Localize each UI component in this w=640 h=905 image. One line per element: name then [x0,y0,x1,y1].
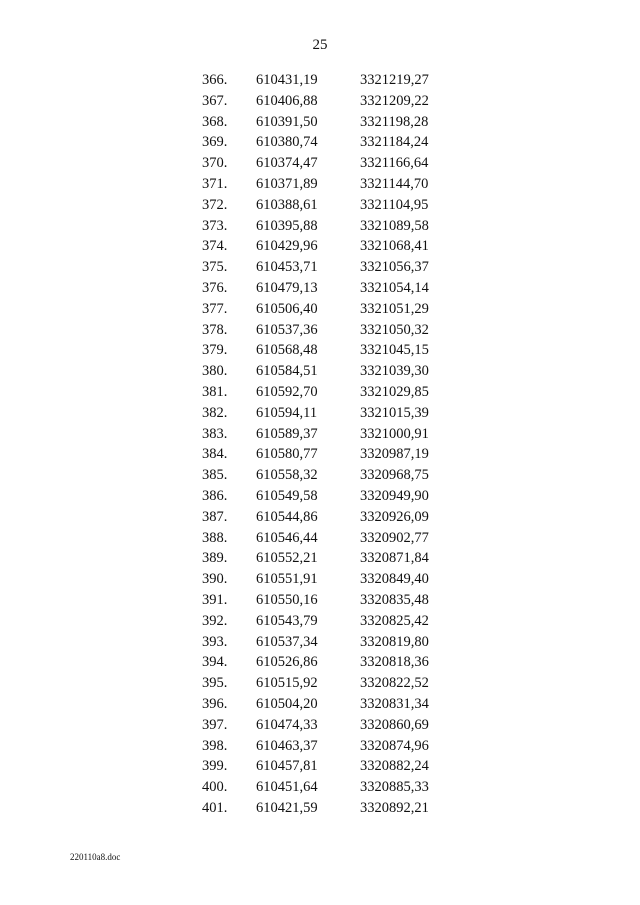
y-coordinate: 3321045,15 [360,342,429,359]
x-coordinate: 610580,77 [256,446,318,463]
y-coordinate: 3321051,29 [360,300,429,317]
table-row [0,403,640,424]
page-number: 25 [312,37,328,53]
x-coordinate: 610451,64 [256,779,318,796]
y-coordinate: 3320831,34 [360,695,429,712]
x-coordinate: 610374,47 [256,155,318,172]
table-row [0,548,640,569]
x-coordinate: 610543,79 [256,612,318,629]
table-row [0,673,640,694]
y-coordinate: 3320871,84 [360,550,429,567]
y-coordinate: 3320860,69 [360,716,429,733]
point-number: 386. [202,487,228,504]
table-row [0,382,640,403]
x-coordinate: 610568,48 [256,342,318,359]
table-row [0,756,640,777]
x-coordinate: 610537,36 [256,321,318,338]
point-number: 398. [202,737,228,754]
point-number: 380. [202,363,228,380]
table-row [0,777,640,798]
point-number: 383. [202,425,228,442]
y-coordinate: 3321184,24 [360,134,429,151]
x-coordinate: 610552,21 [256,550,318,567]
table-row [0,91,640,112]
point-number: 379. [202,342,228,359]
x-coordinate: 610537,34 [256,633,318,650]
x-coordinate: 610594,11 [256,404,318,421]
table-row [0,652,640,673]
point-number: 369. [202,134,228,151]
x-coordinate: 610506,40 [256,300,318,317]
coordinate-table [0,70,640,819]
y-coordinate: 3321144,70 [360,175,429,192]
x-coordinate: 610391,50 [256,113,318,130]
point-number: 399. [202,758,228,775]
table-row [0,798,640,819]
point-number: 366. [202,72,228,88]
x-coordinate: 610474,33 [256,716,318,733]
table-row [0,424,640,445]
y-coordinate: 3320874,96 [360,737,429,754]
y-coordinate: 3321039,30 [360,363,429,380]
x-coordinate: 610546,44 [256,529,318,546]
y-coordinate: 3321000,91 [360,425,429,442]
point-number: 382. [202,404,228,421]
y-coordinate: 3321209,22 [360,92,429,109]
x-coordinate: 610457,81 [256,758,318,775]
point-number: 381. [202,383,228,400]
x-coordinate: 610558,32 [256,467,318,484]
x-coordinate: 610589,37 [256,425,318,442]
table-row [0,70,640,91]
x-coordinate: 610550,16 [256,591,318,608]
x-coordinate: 610395,88 [256,217,318,234]
point-number: 396. [202,695,228,712]
table-row [0,195,640,216]
x-coordinate: 610429,96 [256,238,318,255]
point-number: 368. [202,113,228,130]
y-coordinate: 3320949,90 [360,487,429,504]
y-coordinate: 3321068,41 [360,238,429,255]
x-coordinate: 610431,19 [256,72,318,88]
point-number: 387. [202,508,228,525]
table-row [0,736,640,757]
point-number: 371. [202,175,228,192]
x-coordinate: 610551,91 [256,571,318,588]
table-row [0,632,640,653]
y-coordinate: 3320926,09 [360,508,429,525]
point-number: 392. [202,612,228,629]
point-number: 400. [202,779,228,796]
table-row [0,715,640,736]
x-coordinate: 610388,61 [256,196,318,213]
table-row [0,507,640,528]
point-number: 376. [202,279,228,296]
y-coordinate: 3321166,64 [360,155,429,172]
y-coordinate: 3320819,80 [360,633,429,650]
point-number: 385. [202,467,228,484]
y-coordinate: 3320885,33 [360,779,429,796]
x-coordinate: 610504,20 [256,695,318,712]
table-row [0,320,640,341]
point-number: 372. [202,196,228,213]
table-row [0,132,640,153]
table-row [0,299,640,320]
table-row [0,611,640,632]
x-coordinate: 610515,92 [256,675,318,692]
point-number: 389. [202,550,228,567]
table-row [0,444,640,465]
table-row [0,465,640,486]
point-number: 390. [202,571,228,588]
point-number: 388. [202,529,228,546]
x-coordinate: 610406,88 [256,92,318,109]
point-number: 397. [202,716,228,733]
x-coordinate: 610592,70 [256,383,318,400]
x-coordinate: 610549,58 [256,487,318,504]
table-row [0,112,640,133]
point-number: 394. [202,654,228,671]
point-number: 375. [202,259,228,276]
x-coordinate: 610526,86 [256,654,318,671]
x-coordinate: 610544,86 [256,508,318,525]
x-coordinate: 610453,71 [256,259,318,276]
point-number: 378. [202,321,228,338]
y-coordinate: 3321050,32 [360,321,429,338]
x-coordinate: 610584,51 [256,363,318,380]
y-coordinate: 3320987,19 [360,446,429,463]
y-coordinate: 3321219,27 [360,72,429,88]
point-number: 377. [202,300,228,317]
y-coordinate: 3320849,40 [360,571,429,588]
x-coordinate: 610479,13 [256,279,318,296]
point-number: 393. [202,633,228,650]
point-number: 374. [202,238,228,255]
table-row [0,216,640,237]
table-row [0,590,640,611]
table-row [0,236,640,257]
table-row [0,257,640,278]
y-coordinate: 3320902,77 [360,529,429,546]
table-row [0,340,640,361]
y-coordinate: 3321089,58 [360,217,429,234]
y-coordinate: 3320835,48 [360,591,429,608]
table-row [0,278,640,299]
table-row [0,694,640,715]
x-coordinate: 610380,74 [256,134,318,151]
y-coordinate: 3321015,39 [360,404,429,421]
x-coordinate: 610421,59 [256,799,318,816]
point-number: 370. [202,155,228,172]
point-number: 384. [202,446,228,463]
y-coordinate: 3320822,52 [360,675,429,692]
y-coordinate: 3321056,37 [360,259,429,276]
table-row [0,528,640,549]
y-coordinate: 3320968,75 [360,467,429,484]
point-number: 401. [202,799,228,816]
point-number: 373. [202,217,228,234]
point-number: 367. [202,92,228,109]
table-row [0,569,640,590]
y-coordinate: 3320825,42 [360,612,429,629]
footer-filename: 220110a8.doc [70,852,121,862]
y-coordinate: 3321104,95 [360,196,429,213]
y-coordinate: 3320882,24 [360,758,429,775]
point-number: 395. [202,675,228,692]
y-coordinate: 3320818,36 [360,654,429,671]
table-row [0,486,640,507]
table-row [0,153,640,174]
y-coordinate: 3321054,14 [360,279,429,296]
x-coordinate: 610371,89 [256,175,318,192]
point-number: 391. [202,591,228,608]
y-coordinate: 3320892,21 [360,799,429,816]
table-row [0,361,640,382]
x-coordinate: 610463,37 [256,737,318,754]
table-row [0,174,640,195]
y-coordinate: 3321198,28 [360,113,429,130]
y-coordinate: 3321029,85 [360,383,429,400]
